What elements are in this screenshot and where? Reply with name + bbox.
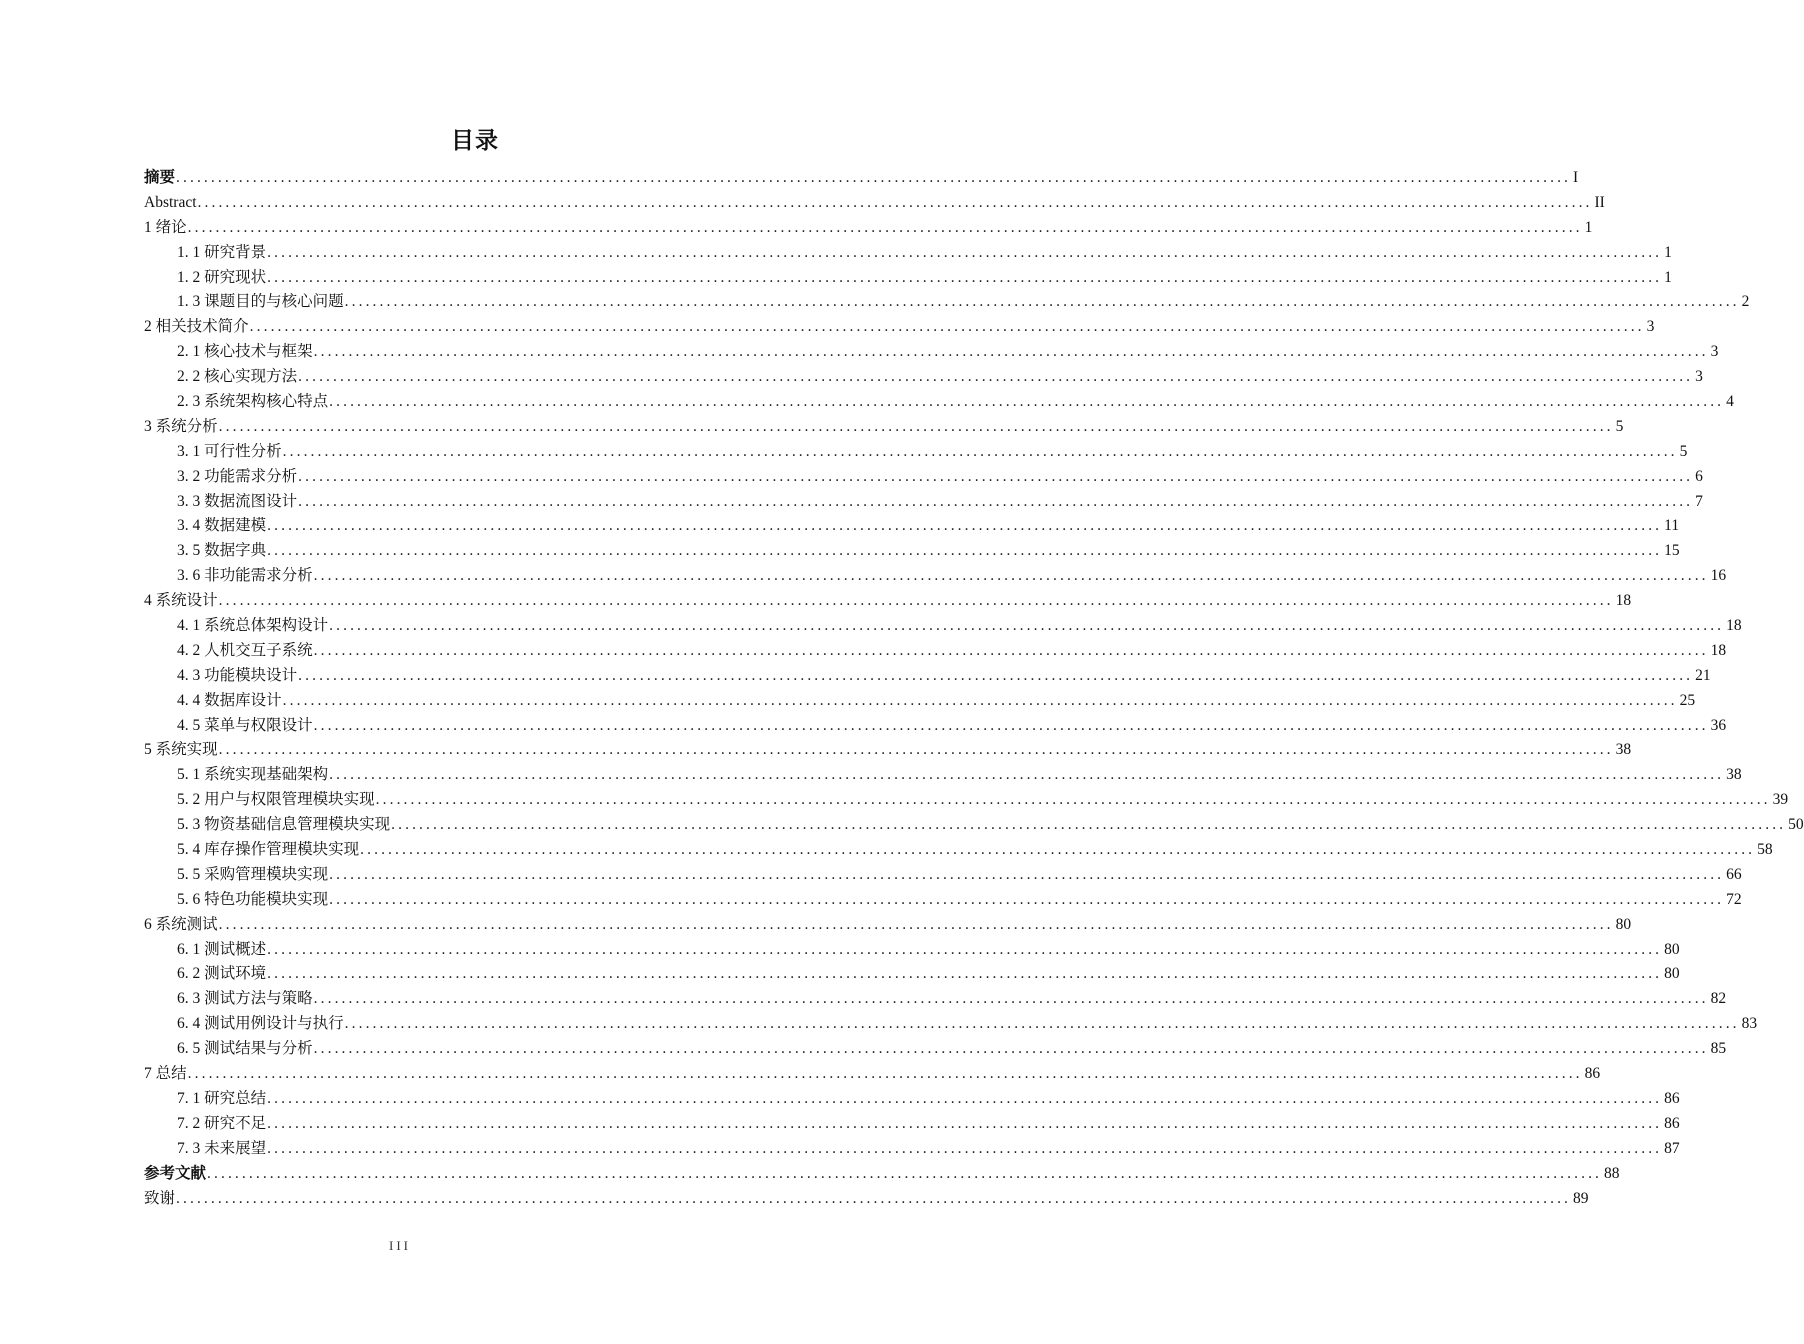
toc-entry[interactable] — [144, 614, 1742, 639]
toc-dot-leader: ........................................................................................................................................................................................................ — [329, 890, 1725, 908]
toc-entry[interactable] — [144, 738, 1632, 763]
toc-entry-page: 5 — [1615, 417, 1624, 435]
toc-entry-page: 86 — [1664, 1114, 1680, 1132]
toc-entry-label: 7. 3 未来展望 — [177, 1139, 267, 1157]
toc-dot-leader: ........................................................................................................................................................................................................ — [313, 990, 1709, 1008]
toc-entry-page: 16 — [1710, 567, 1727, 585]
toc-dot-leader: ........................................................................................................................................................................................................ — [313, 1040, 1709, 1058]
toc-entry-label: 6. 3 测试方法与策略 — [177, 990, 313, 1008]
toc-dot-leader: ........................................................................................................................................................................................................ — [176, 168, 1572, 186]
toc-entry-page: 80 — [1664, 940, 1680, 958]
toc-entry[interactable] — [144, 888, 1742, 913]
toc-entry-page: 36 — [1710, 716, 1727, 734]
table-of-contents — [144, 166, 1804, 1211]
toc-dot-leader: ........................................................................................................................................................................................................ — [218, 915, 1614, 933]
toc-dot-leader: ........................................................................................................................................................................................................ — [298, 666, 1694, 684]
toc-entry-label: 3. 5 数据字典 — [177, 542, 267, 560]
toc-entry-page: 89 — [1573, 1189, 1589, 1207]
toc-entry-page: 38 — [1726, 766, 1742, 784]
toc-dot-leader: ........................................................................................................................................................................................................ — [329, 766, 1725, 784]
toc-entry-page: 39 — [1772, 791, 1789, 809]
toc-entry-label: 2. 2 核心实现方法 — [177, 368, 298, 386]
toc-dot-leader: ........................................................................................................................................................................................................ — [187, 218, 1583, 236]
toc-entry-label: 5. 1 系统实现基础架构 — [177, 766, 329, 784]
toc-entry-page: 3 — [1695, 368, 1703, 386]
toc-entry-page: 87 — [1664, 1139, 1680, 1157]
toc-entry-page: 4 — [1726, 393, 1734, 410]
toc-entry-label: 4. 3 功能模块设计 — [177, 666, 298, 684]
toc-entry[interactable] — [144, 913, 1632, 938]
toc-entry-page: 83 — [1741, 1015, 1758, 1033]
toc-dot-leader: ........................................................................................................................................................................................................ — [267, 542, 1663, 560]
toc-entry[interactable] — [144, 440, 1688, 465]
toc-entry[interactable] — [144, 863, 1742, 888]
toc-entry-label: 5. 2 用户与权限管理模块实现 — [177, 791, 375, 809]
toc-entry-label: 5. 6 特色功能模块实现 — [177, 890, 329, 908]
toc-dot-leader: ........................................................................................................................................................................................................ — [375, 791, 1771, 809]
toc-dot-leader: ........................................................................................................................................................................................................ — [313, 567, 1709, 585]
toc-dot-leader: ........................................................................................................................................................................................................ — [344, 1015, 1740, 1033]
toc-dot-leader: ........................................................................................................................................................................................................ — [267, 1114, 1663, 1132]
toc-entry-label: 1. 1 研究背景 — [177, 243, 267, 261]
toc-dot-leader: ........................................................................................................................................................................................................ — [298, 492, 1694, 510]
toc-entry[interactable] — [144, 1087, 1680, 1112]
toc-entry[interactable] — [144, 564, 1727, 589]
toc-dot-leader: ........................................................................................................................................................................................................ — [218, 741, 1614, 759]
toc-entry-page: 21 — [1695, 666, 1711, 684]
toc-entry-page: 85 — [1710, 1040, 1727, 1058]
toc-entry-page: 82 — [1710, 990, 1727, 1008]
toc-entry[interactable] — [144, 266, 1672, 291]
toc-entry[interactable] — [144, 166, 1579, 191]
toc-entry-page: 80 — [1664, 965, 1680, 983]
toc-entry-label: 3. 2 功能需求分析 — [177, 467, 298, 485]
toc-entry-page: 38 — [1615, 741, 1632, 759]
toc-entry[interactable] — [144, 390, 1734, 415]
toc-entry[interactable] — [144, 664, 1711, 689]
toc-entry-page: 11 — [1664, 517, 1680, 535]
page-number: III — [389, 1238, 411, 1253]
toc-entry[interactable] — [144, 315, 1655, 340]
toc-title: 目录 — [451, 128, 499, 154]
toc-dot-leader: ........................................................................................................................................................................................................ — [360, 841, 1756, 859]
toc-entry[interactable] — [144, 490, 1703, 515]
toc-entry-label: 7 总结 — [144, 1065, 187, 1083]
toc-dot-leader: ........................................................................................................................................................................................................ — [298, 467, 1694, 485]
toc-entry[interactable] — [144, 191, 1605, 216]
toc-entry-label: 5. 5 采购管理模块实现 — [177, 865, 329, 883]
toc-entry-label: Abstract — [144, 193, 197, 211]
toc-entry-label: 7. 1 研究总结 — [177, 1089, 267, 1107]
toc-dot-leader: ........................................................................................................................................................................................................ — [282, 442, 1678, 460]
toc-entry[interactable] — [144, 938, 1680, 963]
toc-entry[interactable] — [144, 1012, 1758, 1037]
toc-entry[interactable] — [144, 589, 1632, 614]
toc-dot-leader: ........................................................................................................................................................................................................ — [267, 517, 1663, 535]
toc-entry-label: 1. 2 研究现状 — [177, 268, 267, 286]
toc-entry-label: 4. 1 系统总体架构设计 — [177, 617, 329, 635]
toc-entry-page: 86 — [1584, 1065, 1601, 1083]
toc-entry-page: 66 — [1726, 865, 1742, 883]
toc-entry[interactable] — [144, 514, 1680, 539]
toc-entry-page: 7 — [1695, 492, 1703, 510]
toc-entry-label: 参考文献 — [144, 1164, 207, 1182]
toc-entry[interactable] — [144, 963, 1680, 988]
toc-dot-leader: ........................................................................................................................................................................................................ — [282, 691, 1678, 709]
toc-entry[interactable] — [144, 1162, 1620, 1187]
toc-entry[interactable] — [144, 340, 1719, 365]
toc-entry[interactable] — [144, 813, 1804, 838]
toc-entry-page: 2 — [1741, 293, 1750, 311]
toc-dot-leader: ........................................................................................................................................................................................................ — [218, 417, 1614, 435]
toc-entry[interactable] — [144, 1187, 1589, 1212]
toc-entry-label: 2. 3 系统架构核心特点 — [177, 393, 329, 410]
toc-entry-label: 6. 1 测试概述 — [177, 940, 267, 958]
toc-entry[interactable] — [144, 838, 1773, 863]
toc-entry-page: 1 — [1664, 268, 1672, 286]
toc-entry[interactable] — [144, 763, 1742, 788]
toc-dot-leader: ........................................................................................................................................................................................................ — [267, 1089, 1663, 1107]
toc-entry-page: 80 — [1615, 915, 1632, 933]
toc-entry-page: 6 — [1695, 467, 1703, 485]
toc-dot-leader: ........................................................................................................................................................................................................ — [344, 293, 1740, 311]
toc-entry[interactable] — [144, 788, 1789, 813]
toc-entry[interactable] — [144, 689, 1696, 714]
toc-entry[interactable] — [144, 714, 1727, 739]
toc-entry[interactable] — [144, 987, 1727, 1012]
toc-dot-leader: ........................................................................................................................................................................................................ — [197, 193, 1593, 211]
toc-entry[interactable] — [144, 539, 1680, 564]
toc-entry-label: 3 系统分析 — [144, 417, 218, 435]
toc-entry[interactable] — [144, 1037, 1727, 1062]
toc-entry-label: 4. 4 数据库设计 — [177, 691, 282, 709]
toc-dot-leader: ........................................................................................................................................................................................................ — [267, 965, 1663, 983]
toc-entry-page: 86 — [1664, 1089, 1680, 1107]
toc-entry-label: 5. 4 库存操作管理模块实现 — [177, 841, 360, 859]
toc-entry-label: 6. 2 测试环境 — [177, 965, 267, 983]
toc-entry-label: 3. 6 非功能需求分析 — [177, 567, 313, 585]
toc-entry-label: 5. 3 物资基础信息管理模块实现 — [177, 816, 391, 834]
toc-entry[interactable] — [144, 1062, 1601, 1087]
toc-entry[interactable] — [144, 241, 1672, 266]
toc-entry-page: 18 — [1726, 617, 1742, 635]
toc-entry-label: 6. 4 测试用例设计与执行 — [177, 1015, 344, 1033]
toc-entry-label: 7. 2 研究不足 — [177, 1114, 267, 1132]
toc-entry[interactable] — [144, 1112, 1680, 1137]
toc-entry-page: 25 — [1679, 691, 1696, 709]
toc-dot-leader: ........................................................................................................................................................................................................ — [249, 318, 1645, 336]
toc-entry-label: 1 绪论 — [144, 218, 187, 236]
toc-dot-leader: ........................................................................................................................................................................................................ — [391, 816, 1787, 834]
toc-entry-label: 2 相关技术简介 — [144, 318, 249, 336]
toc-dot-leader: ........................................................................................................................................................................................................ — [218, 592, 1614, 610]
toc-entry-label: 4. 2 人机交互子系统 — [177, 641, 313, 659]
toc-entry-label: 3. 4 数据建模 — [177, 517, 267, 535]
toc-entry-page: 5 — [1679, 442, 1688, 460]
toc-entry-label: 致谢 — [144, 1189, 176, 1207]
toc-dot-leader: ........................................................................................................................................................................................................ — [313, 716, 1709, 734]
toc-entry-page: 18 — [1615, 592, 1632, 610]
toc-entry-page: 1 — [1664, 243, 1672, 261]
toc-dot-leader: ........................................................................................................................................................................................................ — [267, 940, 1663, 958]
toc-dot-leader: ........................................................................................................................................................................................................ — [207, 1164, 1603, 1182]
toc-dot-leader: ........................................................................................................................................................................................................ — [329, 617, 1725, 635]
toc-dot-leader: ........................................................................................................................................................................................................ — [313, 641, 1709, 659]
toc-dot-leader: ........................................................................................................................................................................................................ — [313, 343, 1709, 361]
toc-entry-label: 4. 5 菜单与权限设计 — [177, 716, 313, 734]
toc-entry-label: 摘要 — [144, 168, 176, 186]
toc-entry-page: 72 — [1726, 890, 1742, 908]
toc-dot-leader: ........................................................................................................................................................................................................ — [329, 865, 1725, 883]
toc-entry[interactable] — [144, 216, 1593, 241]
toc-entry[interactable] — [144, 465, 1703, 490]
toc-entry-page: 3 — [1710, 343, 1719, 361]
toc-entry-page: 15 — [1664, 542, 1680, 560]
toc-dot-leader: ........................................................................................................................................................................................................ — [329, 393, 1725, 410]
toc-entry-page: 3 — [1646, 318, 1655, 336]
toc-dot-leader: ........................................................................................................................................................................................................ — [267, 243, 1663, 261]
toc-entry-page: 58 — [1757, 841, 1773, 859]
toc-entry-page: I — [1573, 168, 1579, 186]
toc-dot-leader: ........................................................................................................................................................................................................ — [267, 1139, 1663, 1157]
toc-entry-label: 4 系统设计 — [144, 592, 218, 610]
toc-entry-label: 1. 3 课题目的与核心问题 — [177, 293, 344, 311]
toc-entry-label: 6 系统测试 — [144, 915, 218, 933]
toc-entry[interactable] — [144, 1137, 1680, 1162]
toc-entry[interactable] — [144, 290, 1750, 315]
toc-dot-leader: ........................................................................................................................................................................................................ — [298, 368, 1694, 386]
toc-entry-page: 88 — [1604, 1164, 1620, 1182]
toc-entry-label: 5 系统实现 — [144, 741, 218, 759]
toc-entry[interactable] — [144, 415, 1624, 440]
toc-entry-label: 2. 1 核心技术与框架 — [177, 343, 313, 361]
toc-entry-page: II — [1594, 193, 1605, 211]
toc-entry-label: 6. 5 测试结果与分析 — [177, 1040, 313, 1058]
toc-entry-label: 3. 3 数据流图设计 — [177, 492, 298, 510]
toc-dot-leader: ........................................................................................................................................................................................................ — [176, 1189, 1572, 1207]
toc-entry-page: 18 — [1710, 641, 1727, 659]
toc-entry[interactable] — [144, 639, 1727, 664]
toc-entry[interactable] — [144, 365, 1703, 390]
toc-entry-label: 3. 1 可行性分析 — [177, 442, 282, 460]
toc-dot-leader: ........................................................................................................................................................................................................ — [187, 1065, 1583, 1083]
toc-entry-page: 1 — [1584, 218, 1593, 236]
toc-entry-page: 50 — [1788, 816, 1804, 834]
toc-dot-leader: ........................................................................................................................................................................................................ — [267, 268, 1663, 286]
